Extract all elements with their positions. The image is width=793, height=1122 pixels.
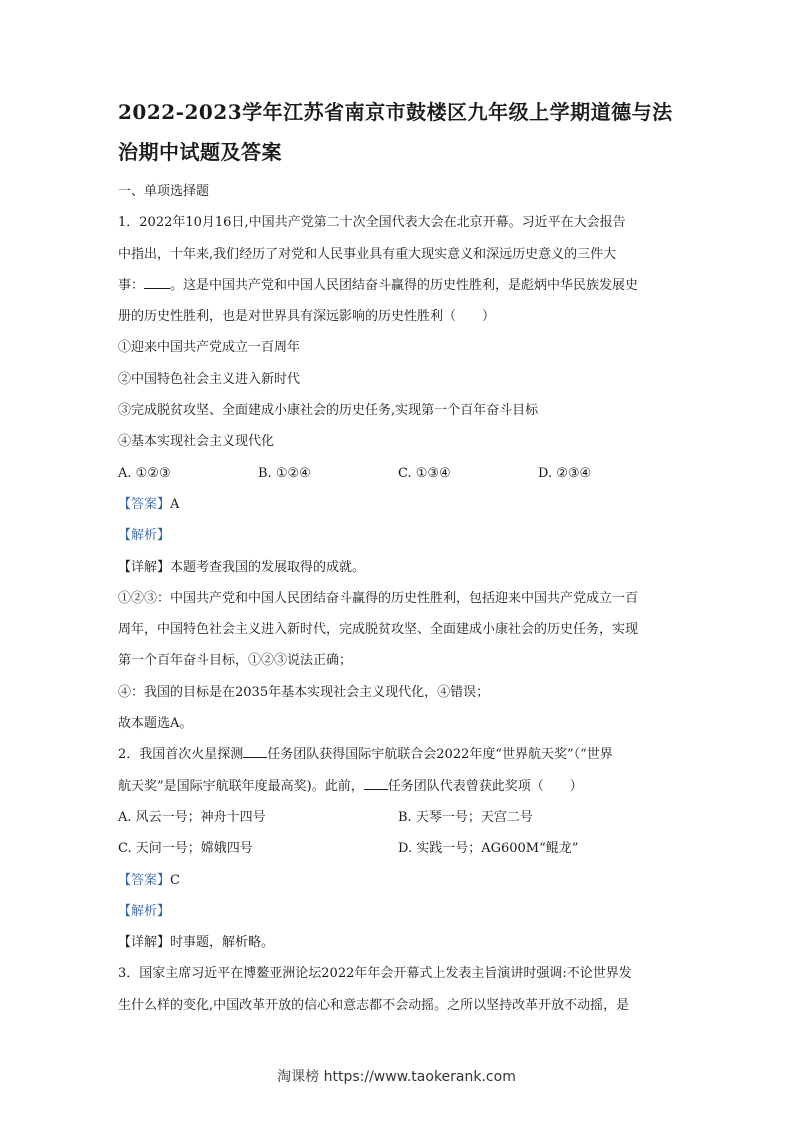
q1-explain-1: ①②③：中国共产党和中国人民团结奋斗赢得的历史性胜利，包括迎来中国共产党成立一百 bbox=[118, 590, 639, 606]
q1-option-c: C. ①③④ bbox=[398, 465, 451, 481]
q2-line-1a: 2．我国首次火星探测 bbox=[118, 747, 244, 763]
q1-option-b: B. ①②④ bbox=[258, 465, 311, 481]
title-line-1: 2022-2023学年江苏省南京市鼓楼区九年级上学期道德与法 bbox=[118, 100, 673, 124]
detail-tag: 【详解】 bbox=[118, 559, 171, 575]
q2-option-b: B. 天琴一号；天宫二号 bbox=[398, 809, 533, 825]
q2-options-row-2 bbox=[118, 833, 678, 864]
q1-option-d: D. ②③④ bbox=[538, 465, 592, 481]
answer-blank bbox=[243, 745, 267, 758]
q1-answer bbox=[118, 489, 678, 520]
question-3 bbox=[118, 958, 678, 1021]
q3-line-1: 3．国家主席习近平在博鳌亚洲论坛2022年年会开幕式上发表主旨演讲时强调:不论世界发 bbox=[118, 966, 632, 982]
detail-text: 时事题，解析略。 bbox=[170, 935, 275, 951]
analysis-tag: 【解析】 bbox=[118, 903, 171, 919]
q1-line-3 bbox=[118, 270, 678, 301]
q2-line-2a: 航天奖”是国际宇航联年度最高奖)。此前， bbox=[118, 778, 364, 794]
analysis-tag: 【解析】 bbox=[118, 528, 171, 544]
answer-value: A bbox=[170, 496, 180, 512]
q2-options-row-1 bbox=[118, 802, 678, 833]
q2-line-2b: 任务团队代表曾获此奖项（ ） bbox=[387, 778, 583, 794]
q1-analysis bbox=[118, 520, 678, 551]
detail-text: 本题考查我国的发展取得的成就。 bbox=[170, 559, 366, 575]
q2-option-a: A. 风云一号；神舟十四号 bbox=[118, 809, 266, 825]
q1-line-2: 中指出，十年来,我们经历了对党和人民事业具有重大现实意义和深远历史意义的三件大 bbox=[118, 246, 617, 262]
title-line-2: 治期中试题及答案 bbox=[118, 140, 282, 164]
q1-statement-1: ①迎来中国共产党成立一百周年 bbox=[118, 340, 301, 356]
q1-explain-3: 第一个百年奋斗目标，①②③说法正确； bbox=[118, 653, 353, 669]
q2-line-1b: 任务团队获得国际宇航联合会2022年度“世界航天奖”（“世界 bbox=[267, 747, 613, 763]
answer-tag: 【答案】 bbox=[118, 872, 171, 888]
section-heading: 一、单项选择题 bbox=[118, 184, 210, 199]
q3-line-2: 生什么样的变化,中国改革开放的信心和意志都不会动摇。之所以坚持改革开放不动摇，是 bbox=[118, 997, 630, 1013]
document-page bbox=[118, 92, 678, 1021]
q1-explain-4: ④：我国的目标是在2035年基本实现社会主义现代化，④错误； bbox=[118, 684, 490, 700]
q2-line-2 bbox=[118, 771, 678, 802]
q2-analysis bbox=[118, 896, 678, 927]
footer-watermark: 淘课榜 https://www.taokerank.com bbox=[277, 1069, 516, 1085]
q1-statement-4: ④基本实现社会主义现代化 bbox=[118, 434, 275, 450]
answer-tag: 【答案】 bbox=[118, 496, 171, 512]
q2-answer bbox=[118, 865, 678, 896]
q1-explain-5: 故本题选A。 bbox=[118, 716, 193, 732]
q1-detail bbox=[118, 552, 678, 583]
q1-explain-2: 周年，中国特色社会主义进入新时代，完成脱贫攻坚、全面建成小康社会的历史任务，实现 bbox=[118, 622, 639, 638]
q1-line-1: 1．2022年10月16日,中国共产党第二十次全国代表大会在北京开幕。习近平在大会报告 bbox=[118, 215, 626, 231]
page-title bbox=[118, 92, 678, 172]
q2-line-1 bbox=[118, 739, 678, 770]
q1-statement-3: ③完成脱贫攻坚、全面建成小康社会的历史任务,实现第一个百年奋斗目标 bbox=[118, 403, 539, 419]
q1-line-3a: 事： bbox=[118, 277, 145, 293]
detail-tag: 【详解】 bbox=[118, 935, 171, 951]
answer-blank bbox=[364, 777, 388, 790]
q1-statement-2: ②中国特色社会主义进入新时代 bbox=[118, 371, 301, 387]
answer-value: C bbox=[170, 872, 180, 888]
q1-line-4: 册的历史性胜利，也是对世界具有深远影响的历史性胜利（ ） bbox=[118, 309, 496, 325]
q1-options bbox=[118, 458, 678, 489]
question-2 bbox=[118, 739, 678, 958]
question-1 bbox=[118, 207, 678, 739]
q2-option-d: D. 实践一号；AG600M“鲲龙” bbox=[398, 841, 579, 857]
answer-blank bbox=[144, 276, 170, 289]
q1-option-a: A. ①②③ bbox=[118, 465, 171, 481]
q2-detail bbox=[118, 927, 678, 958]
q1-line-3b: 。这是中国共产党和中国人民团结奋斗赢得的历史性胜利，是彪炳中华民族发展史 bbox=[170, 277, 639, 293]
q2-option-c: C. 天问一号；嫦娥四号 bbox=[118, 841, 253, 857]
